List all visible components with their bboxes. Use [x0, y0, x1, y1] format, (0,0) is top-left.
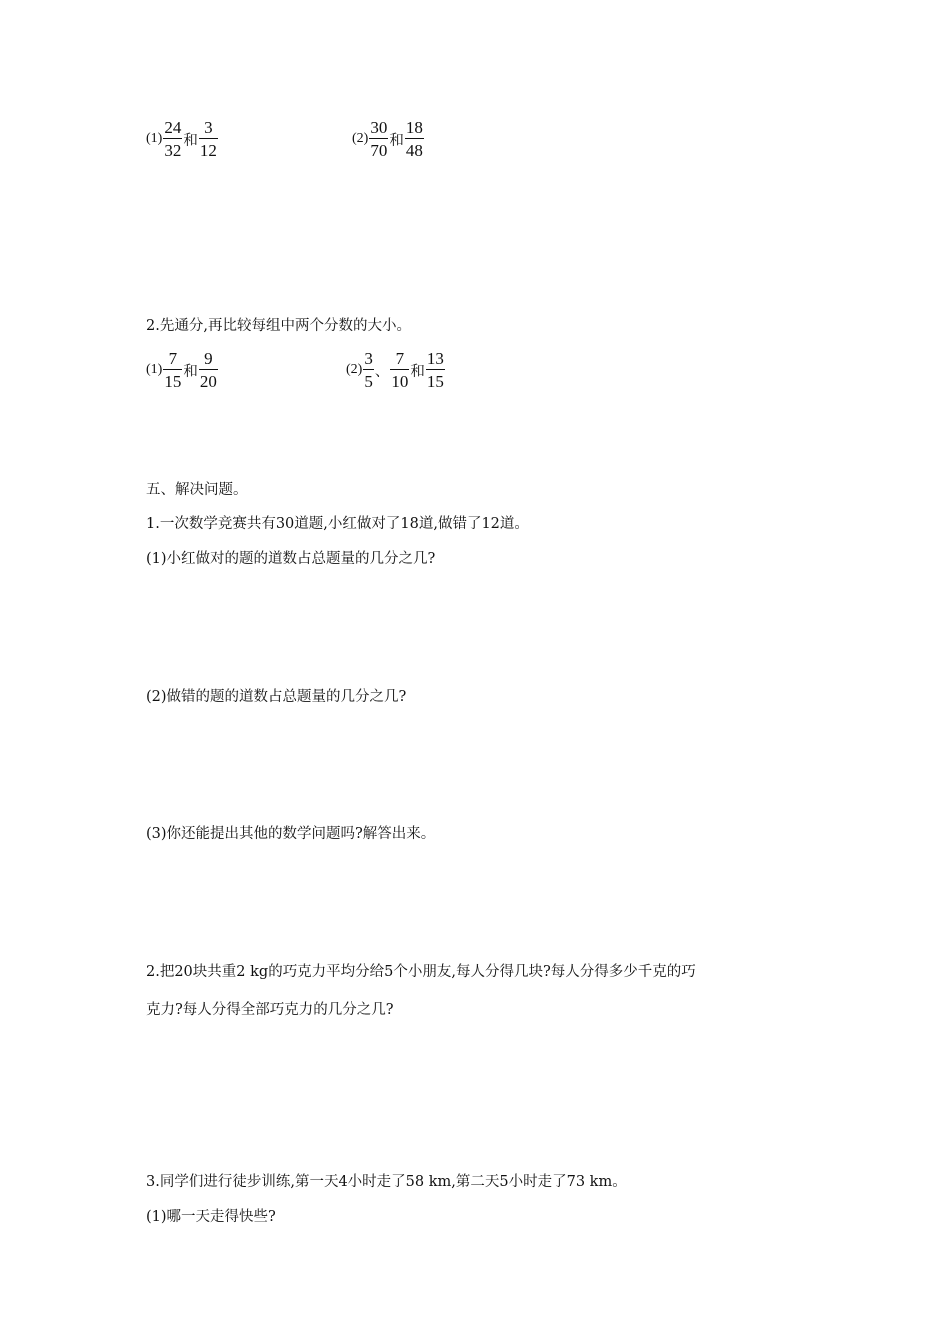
conjunction: 和	[389, 132, 404, 149]
denominator: 20	[199, 372, 217, 391]
problem-1-sub-1: (1)小红做对的题的道数占总题量的几分之几?	[146, 551, 436, 567]
denominator: 10	[391, 372, 409, 391]
numerator: 3	[364, 349, 373, 368]
numerator: 24	[164, 118, 182, 137]
fraction	[163, 118, 182, 160]
fraction	[426, 349, 445, 391]
item-label: (2)	[346, 362, 363, 377]
fraction-pair-2	[352, 118, 425, 160]
fraction	[390, 349, 409, 391]
fraction	[363, 349, 374, 391]
denominator: 5	[364, 372, 373, 391]
denominator: 32	[164, 141, 182, 160]
fraction-group-4	[346, 349, 446, 391]
numerator: 3	[204, 118, 213, 137]
numerator: 30	[370, 118, 388, 137]
section-heading: 五、解决问题。	[146, 482, 248, 498]
denominator: 48	[405, 141, 423, 160]
problem-3-stem: 3.同学们进行徒步训练,第一天4小时走了58 km,第二天5小时走了73 km。	[146, 1174, 627, 1190]
fraction	[199, 118, 218, 160]
fraction	[199, 349, 218, 391]
item-label: (1)	[146, 362, 163, 377]
numerator: 9	[204, 349, 213, 368]
question-title: 2.先通分,再比较每组中两个分数的大小。	[146, 318, 411, 334]
denominator: 15	[426, 372, 444, 391]
denominator: 70	[370, 141, 388, 160]
denominator: 15	[164, 372, 182, 391]
problem-1-stem: 1.一次数学竞赛共有30道题,小红做对了18道,做错了12道。	[146, 516, 529, 532]
conjunction: 和	[183, 132, 198, 149]
numerator: 7	[168, 349, 178, 368]
numerator: 18	[405, 118, 423, 137]
fraction-pair-1	[146, 118, 219, 160]
problem-1-sub-2: (2)做错的题的道数占总题量的几分之几?	[146, 689, 407, 705]
problem-1-sub-3: (3)你还能提出其他的数学问题吗?解答出来。	[146, 826, 436, 842]
conjunction: 和	[183, 363, 198, 380]
fraction-pair-3	[146, 349, 219, 391]
conjunction: 和	[410, 363, 425, 380]
problem-3-sub-1: (1)哪一天走得快些?	[146, 1209, 276, 1225]
numerator: 7	[395, 349, 405, 368]
fraction	[405, 118, 424, 160]
numerator: 13	[426, 349, 444, 368]
denominator: 12	[199, 141, 217, 160]
problem-2-line-1: 2.把20块共重2 kg的巧克力平均分给5个小朋友,每人分得几块?每人分得多少千克的巧	[146, 964, 696, 980]
item-label: (2)	[352, 131, 369, 146]
item-label: (1)	[146, 131, 163, 146]
fraction	[163, 349, 182, 391]
problem-2-line-2: 克力?每人分得全部巧克力的几分之几?	[146, 1002, 394, 1018]
fraction	[369, 118, 388, 160]
separator: 、	[374, 363, 390, 380]
